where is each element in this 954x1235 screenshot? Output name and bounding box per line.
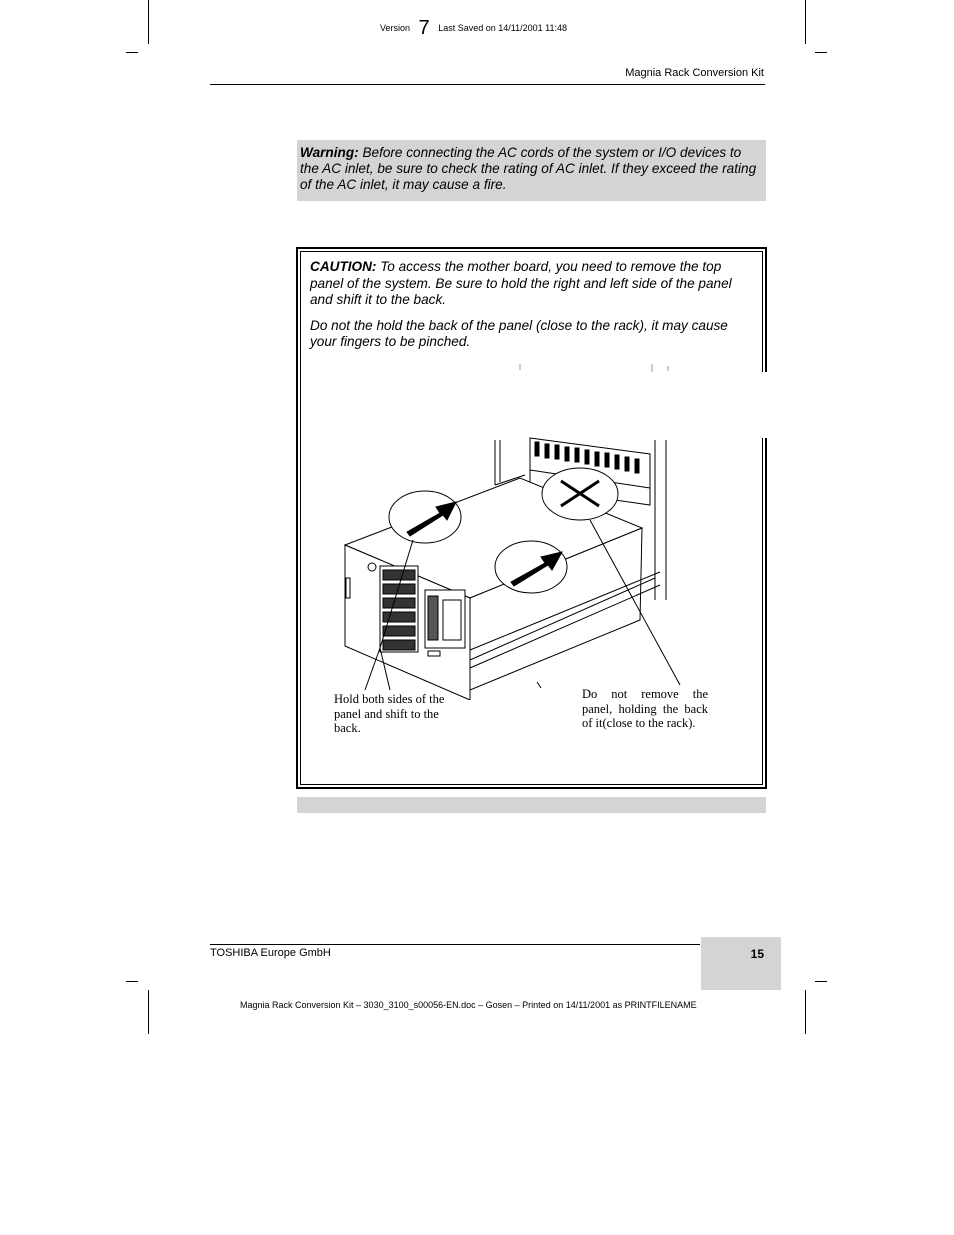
footer-company: TOSHIBA Europe GmbH [210, 947, 331, 959]
print-info: Magnia Rack Conversion Kit – 3030_3100_s00056-EN.doc – Gosen – Printed on 14/11/2001 as PRINTFILENAME [240, 1000, 697, 1010]
gray-bar [297, 797, 766, 813]
page-number-box [701, 937, 781, 990]
version-number: 7 [418, 17, 430, 39]
crop-mark [148, 990, 149, 1034]
caution-paragraph-2: Do not the hold the back of the panel (close to the rack), it may cause your fingers to be pinched. [310, 317, 728, 349]
warning-box [297, 140, 766, 201]
version-label: Version [380, 23, 411, 33]
crop-mark [126, 52, 138, 53]
caution-text-block [310, 259, 752, 360]
crop-mark [805, 0, 806, 44]
scan-mark [537, 682, 541, 688]
crop-mark [148, 0, 149, 44]
warning-label: Warning: [300, 145, 359, 160]
caution-label: CAUTION: [310, 259, 377, 274]
document-title: Magnia Rack Conversion Kit [625, 67, 764, 79]
crop-mark [126, 981, 138, 982]
scan-specks [520, 364, 668, 372]
figure-caption-left: Hold both sides of the panel and shift to the back. [334, 692, 445, 735]
footer-divider [210, 944, 700, 945]
warning-text: Before connecting the AC cords of the system or I/O devices to the AC inlet, be sure to check the rating of AC inlet. If they exceed the rating of the AC inlet, it may cause a fire. [300, 145, 757, 192]
caution-paragraph [310, 259, 752, 309]
caution-text: To access the mother board, you need to remove the top panel of the system. Be sure to hold the right and left side of the panel and shift it to the back. [310, 259, 732, 307]
version-line [380, 14, 567, 37]
header-divider [210, 84, 765, 85]
arrow-callout-left [389, 491, 461, 543]
crop-mark [805, 990, 806, 1034]
server-illustration [330, 355, 770, 700]
arrow-callout-right [495, 541, 567, 593]
figure-caption-right: Do not remove the panel, holding the back of it(close to the rack). [582, 687, 708, 730]
cross-callout [542, 468, 618, 520]
crop-mark [815, 981, 827, 982]
last-saved: Last Saved on 14/11/2001 11:48 [438, 23, 567, 33]
page-number: 15 [750, 947, 764, 961]
crop-mark [815, 52, 827, 53]
